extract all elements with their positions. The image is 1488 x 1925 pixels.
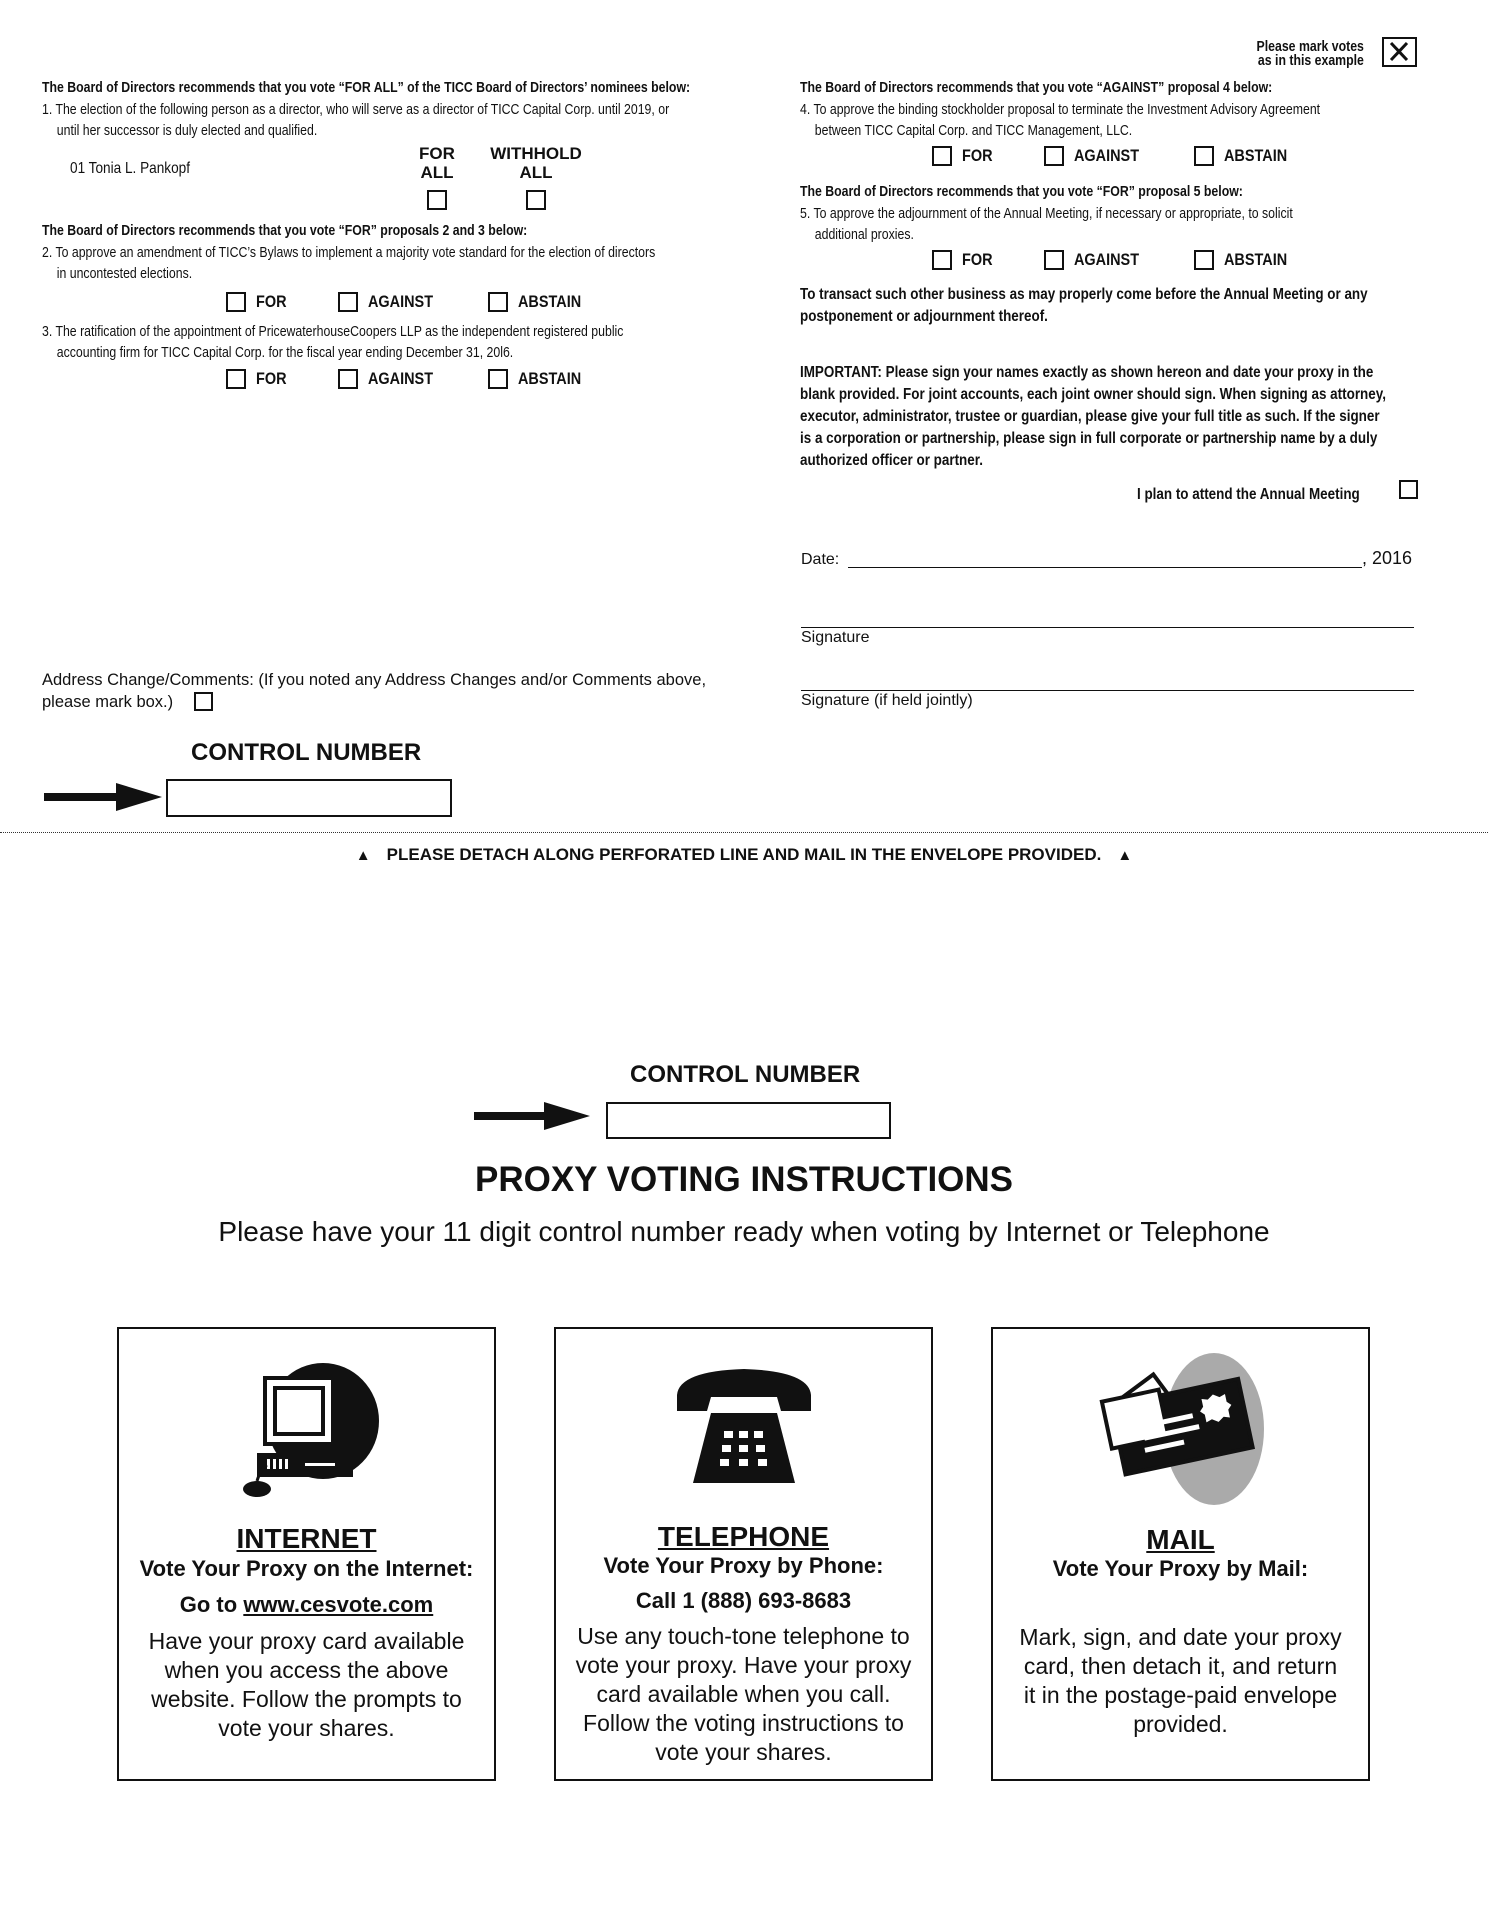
proposal-3-against[interactable]: AGAINST [338, 369, 445, 389]
mail-method-box [991, 1327, 1370, 1781]
address-change-text: Address Change/Comments: (If you noted any Address Changes and/or Comments above, please mark box.) [42, 671, 707, 711]
joint-signature-line[interactable] [801, 690, 1414, 691]
telephone-title: TELEPHONE [657, 1521, 830, 1552]
control-number-box-top [166, 779, 452, 817]
joint-signature-label: Signature (if held jointly) [801, 692, 973, 709]
mail-title: MAIL [1146, 1524, 1215, 1555]
proposal-2-against-checkbox[interactable] [338, 292, 358, 312]
address-change-checkbox[interactable] [194, 692, 213, 711]
other-business-text: To transact such other business as may properly come before the Annual Meeting or any postponement or adjournment thereof. [800, 286, 1368, 325]
arrow-right-icon [474, 1101, 594, 1131]
example-checkbox-marked [1382, 37, 1417, 67]
proposal-5-for-checkbox[interactable] [932, 250, 952, 270]
proposal-2-against[interactable]: AGAINST [338, 292, 445, 312]
date-line[interactable] [848, 567, 1362, 568]
for-all-checkbox[interactable] [427, 190, 447, 210]
proposal-4-text: 4. To approve the binding stockholder proposal to terminate the Investment Advisory Agreement between TICC Capital Corp. and TICC Management, LLC. [800, 101, 1321, 139]
attend-meeting-checkbox[interactable] [1399, 480, 1418, 499]
for-all-label: FOR ALL [419, 144, 455, 182]
arrow-right-icon [44, 782, 164, 812]
x-mark-icon [1384, 39, 1414, 64]
proposal-2-for[interactable]: FOR [226, 292, 292, 312]
proposal-3-for-checkbox[interactable] [226, 369, 246, 389]
proposal-3-for[interactable]: FOR [226, 369, 292, 389]
attend-meeting-label: I plan to attend the Annual Meeting [1137, 486, 1360, 503]
internet-instructions: Have your proxy card available when you access the above website. Follow the prompts to vote your shares. [148, 1628, 465, 1741]
internet-title: INTERNET [236, 1523, 377, 1554]
triangle-up-icon: ▲ [355, 847, 371, 864]
control-number-label-top: CONTROL NUMBER [191, 739, 422, 766]
telephone-method-box [554, 1327, 933, 1781]
control-number-box-bottom [606, 1102, 891, 1139]
proposal-5-for[interactable]: FOR [932, 250, 998, 270]
proposal-3-abstain-checkbox[interactable] [488, 369, 508, 389]
proposal-2-text: 2. To approve an amendment of TICC’s Bylaws to implement a majority vote standard for the election of directors in uncontested elections. [42, 244, 656, 282]
telephone-instructions: Use any touch-tone telephone to vote your proxy. Have your proxy card available when you call. Follow the voting instructions to vote your shares. [575, 1623, 912, 1765]
recommendation-4: The Board of Directors recommends that you vote “AGAINST” proposal 4 below: [800, 79, 1273, 96]
proposal-3-abstain[interactable]: ABSTAIN [488, 369, 592, 389]
proposal-5-against-checkbox[interactable] [1044, 250, 1064, 270]
telephone-icon [556, 1353, 931, 1513]
internet-go-to: Go to www.cesvote.com [179, 1592, 434, 1617]
triangle-up-icon: ▲ [1117, 847, 1133, 864]
recommendation-1: The Board of Directors recommends that you vote “FOR ALL” of the TICC Board of Directors’ nominees below: [42, 79, 691, 96]
proposal-4-for-checkbox[interactable] [932, 146, 952, 166]
date-year: , 2016 [1362, 548, 1413, 568]
instructions-subtitle: Please have your 11 digit control number ready when voting by Internet or Telephone [218, 1216, 1270, 1247]
withhold-all-checkbox[interactable] [526, 190, 546, 210]
proposal-2-abstain-checkbox[interactable] [488, 292, 508, 312]
telephone-number[interactable]: Call 1 (888) 693-8683 [635, 1588, 852, 1613]
proposal-4-against-checkbox[interactable] [1044, 146, 1064, 166]
detach-instruction: ▲ PLEASE DETACH ALONG PERFORATED LINE AND MAIL IN THE ENVELOPE PROVIDED. ▲ [355, 845, 1133, 864]
proposal-5-text: 5. To approve the adjournment of the Annual Meeting, if necessary or appropriate, to solicit additional proxies. [800, 205, 1293, 243]
nominee-name: 01 Tonia L. Pankopf [70, 160, 190, 177]
proposal-5-abstain-checkbox[interactable] [1194, 250, 1214, 270]
proposal-3-against-checkbox[interactable] [338, 369, 358, 389]
envelope-icon [993, 1353, 1368, 1513]
proposal-4-for[interactable]: FOR [932, 146, 998, 166]
proposal-2-abstain[interactable]: ABSTAIN [488, 292, 592, 312]
proposal-4-abstain[interactable]: ABSTAIN [1194, 146, 1298, 166]
telephone-subtitle: Vote Your Proxy by Phone: [603, 1553, 884, 1578]
signature-label: Signature [801, 629, 870, 646]
cesvote-link[interactable]: www.cesvote.com [243, 1592, 434, 1617]
instructions-title: PROXY VOTING INSTRUCTIONS [474, 1160, 1014, 1199]
signature-line[interactable] [801, 627, 1414, 628]
proposal-5-against[interactable]: AGAINST [1044, 250, 1151, 270]
control-number-label-bottom: CONTROL NUMBER [630, 1061, 861, 1088]
proposal-4-against[interactable]: AGAINST [1044, 146, 1151, 166]
date-label: Date: [801, 551, 840, 568]
mail-instructions: Mark, sign, and date your proxy card, then detach it, and return it in the postage-paid envelope provided. [1019, 1624, 1342, 1737]
perforated-line [0, 832, 1488, 833]
example-label: Please mark votes as in this example [1256, 38, 1364, 69]
mail-subtitle: Vote Your Proxy by Mail: [1052, 1556, 1309, 1581]
recommendation-5: The Board of Directors recommends that you vote “FOR” proposal 5 below: [800, 183, 1243, 200]
proposal-2-for-checkbox[interactable] [226, 292, 246, 312]
internet-subtitle: Vote Your Proxy on the Internet: [139, 1556, 474, 1581]
recommendation-2: The Board of Directors recommends that you vote “FOR” proposals 2 and 3 below: [42, 222, 528, 239]
proposal-5-abstain[interactable]: ABSTAIN [1194, 250, 1298, 270]
important-notice: IMPORTANT: Please sign your names exactly as shown hereon and date your proxy in the blank provided. For joint accounts, each joint owner should sign. When signing as attorney, executor, administrator, trustee or guardian, please give your full title as such. If the signer is a corporation or partnership, please sign in full corporate or partnership name by a duly authorized officer or partner. [800, 364, 1386, 469]
proposal-4-abstain-checkbox[interactable] [1194, 146, 1214, 166]
proposal-3-text: 3. The ratification of the appointment of PricewaterhouseCoopers LLP as the independent registered public accounting firm for TICC Capital Corp. for the fiscal year ending December 31, 20l6. [42, 323, 624, 361]
proposal-1-text: 1. The election of the following person as a director, who will serve as a director of TICC Capital Corp. until 2019, or until her successor is duly elected and qualified. [42, 101, 670, 139]
computer-icon [119, 1353, 494, 1513]
internet-method-box [117, 1327, 496, 1781]
withhold-all-label: WITHHOLD ALL [490, 144, 582, 182]
